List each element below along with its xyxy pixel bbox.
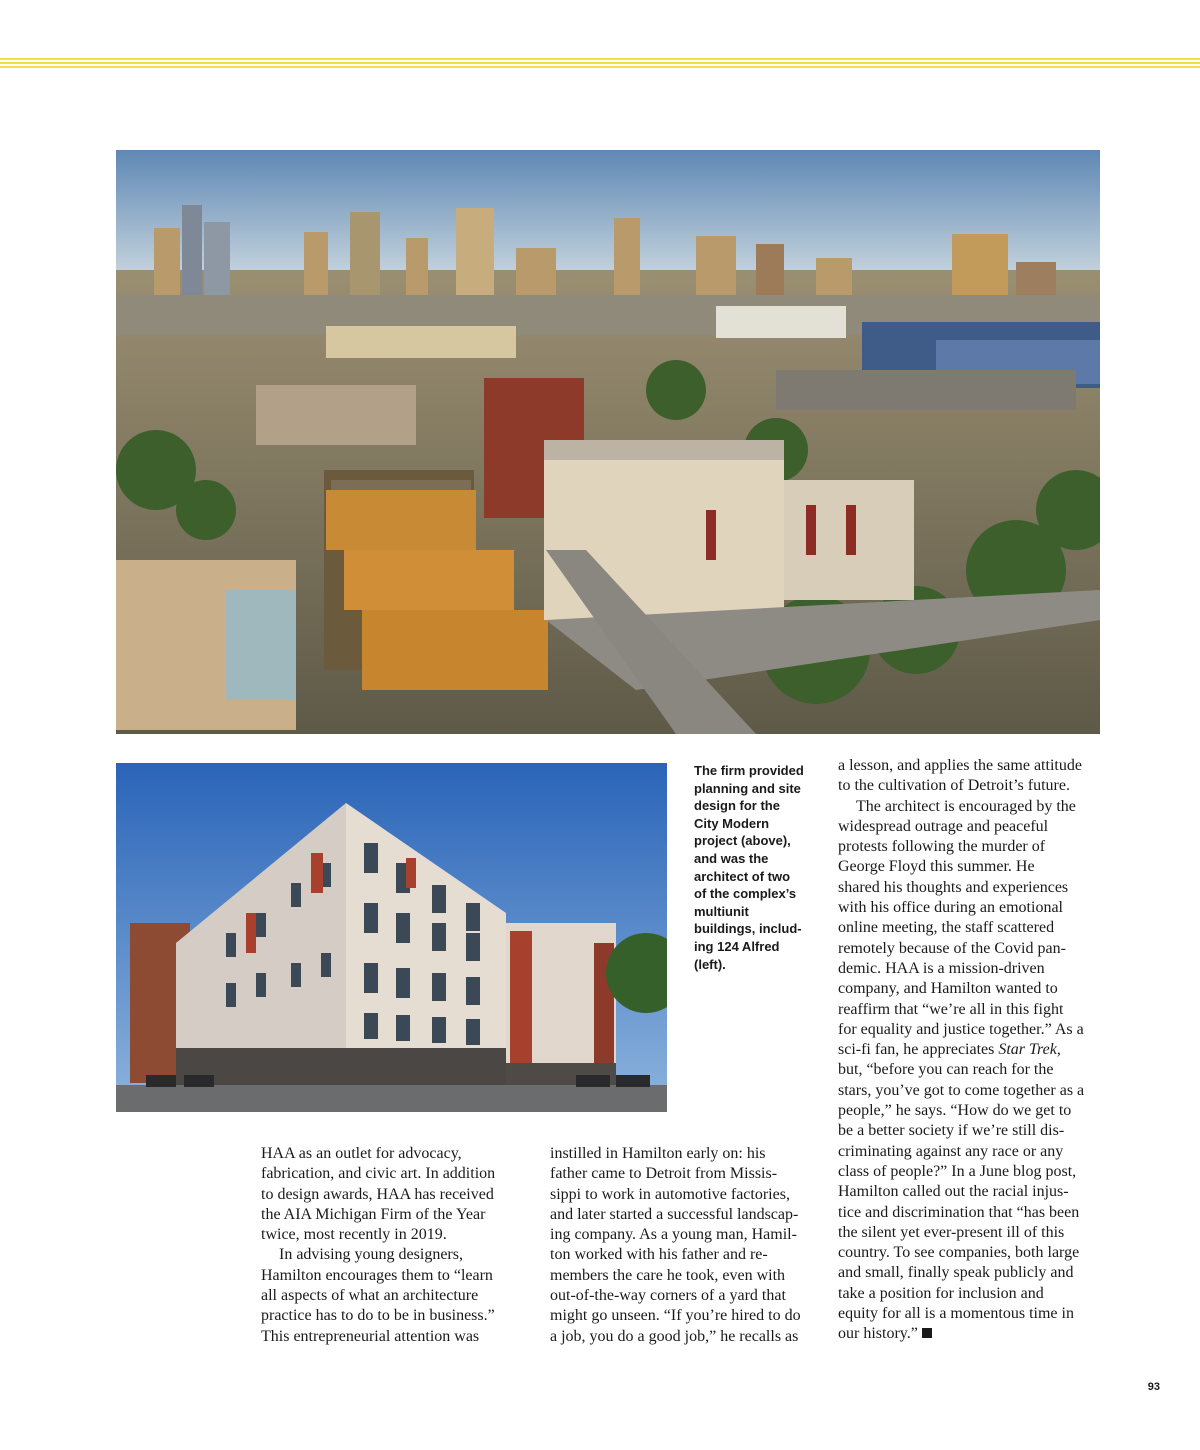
body-line: the silent yet ever-present ill of this bbox=[838, 1223, 1065, 1241]
body-line: Hamilton encourages them to “learn bbox=[261, 1266, 493, 1284]
body-line: practice has to do to be in business.” bbox=[261, 1307, 495, 1325]
body-line bbox=[838, 1324, 1102, 1344]
body-line: members the care he took, even with bbox=[550, 1266, 786, 1284]
body-line: tice and discrimination that “has been bbox=[838, 1203, 1080, 1221]
body-line: remotely because of the Covid pan- bbox=[838, 939, 1066, 957]
body-line: ton worked with his father and re- bbox=[550, 1246, 768, 1264]
caption-line: planning and site bbox=[694, 780, 801, 796]
body-line: stars, you’ve got to come together as a bbox=[838, 1081, 1085, 1099]
body-line: the AIA Michigan Firm of the Year bbox=[261, 1205, 486, 1223]
alfred-building-photo bbox=[116, 763, 667, 1112]
body-line: twice, most recently in 2019. bbox=[261, 1226, 447, 1244]
body-line: criminating against any race or any bbox=[838, 1142, 1064, 1160]
body-line: equity for all is a momentous time in bbox=[838, 1305, 1074, 1323]
body-line: George Floyd this summer. He bbox=[838, 858, 1035, 876]
body-line: with his office during an emotional bbox=[838, 899, 1063, 917]
body-column-2 bbox=[550, 1144, 812, 1347]
body-line: demic. HAA is a mission-driven bbox=[838, 959, 1045, 977]
body-line: and small, finally speak publicly and bbox=[838, 1264, 1074, 1282]
caption-line: architect of two bbox=[694, 868, 791, 884]
body-text: sci-fi fan, he appreciates bbox=[838, 1041, 999, 1059]
body-line: a job, you do a good job,” he recalls as bbox=[550, 1327, 799, 1345]
caption-line: buildings, includ- bbox=[694, 921, 802, 937]
body-line: to design awards, HAA has received bbox=[261, 1185, 494, 1203]
body-line: instilled in Hamilton early on: his bbox=[550, 1145, 766, 1162]
body-line: all aspects of what an architecture bbox=[261, 1287, 479, 1305]
caption-line: The firm provided bbox=[694, 763, 804, 778]
body-line: ing company. As a young man, Hamil- bbox=[550, 1226, 797, 1244]
body-line: out-of-the-way corners of a yard that bbox=[550, 1287, 786, 1305]
body-line: for equality and justice together.” As a bbox=[838, 1020, 1084, 1038]
body-line: protests following the murder of bbox=[838, 838, 1046, 856]
header-rules bbox=[0, 58, 1200, 70]
body-line: This entrepreneurial attention was bbox=[261, 1327, 480, 1345]
body-line: but, “before you can reach for the bbox=[838, 1061, 1054, 1079]
body-line bbox=[838, 1040, 1102, 1060]
body-line: father came to Detroit from Missis- bbox=[550, 1165, 778, 1183]
body-line: widespread outrage and peaceful bbox=[838, 817, 1049, 835]
body-line: company, and Hamilton wanted to bbox=[838, 980, 1058, 998]
body-line: a lesson, and applies the same attitude bbox=[838, 757, 1082, 774]
body-line: take a position for inclusion and bbox=[838, 1284, 1044, 1302]
end-mark-icon bbox=[922, 1328, 932, 1338]
body-line: class of people?” In a June blog post, bbox=[838, 1162, 1077, 1180]
body-line: Hamilton called out the racial injus- bbox=[838, 1183, 1069, 1201]
body-line: people,” he says. “How do we get to bbox=[838, 1102, 1072, 1120]
photo-caption bbox=[694, 762, 824, 973]
body-line: HAA as an outlet for advocacy, bbox=[261, 1145, 462, 1162]
body-line: fabrication, and civic art. In addition bbox=[261, 1165, 496, 1183]
caption-line: (left). bbox=[694, 956, 726, 972]
page-number: 93 bbox=[1147, 1381, 1160, 1393]
caption-line: multiunit bbox=[694, 903, 749, 919]
body-line: to the cultivation of Detroit’s future. bbox=[838, 777, 1070, 795]
body-column-1 bbox=[261, 1144, 523, 1347]
caption-line: City Modern bbox=[694, 815, 770, 831]
body-line: and later started a successful landscap- bbox=[550, 1205, 799, 1223]
title-italic: Star Trek bbox=[998, 1041, 1057, 1059]
body-line: country. To see companies, both large bbox=[838, 1244, 1080, 1262]
caption-line: of the complex’s bbox=[694, 886, 797, 902]
body-text: , bbox=[1056, 1041, 1061, 1059]
body-line: might go unseen. “If you’re hired to do bbox=[550, 1307, 801, 1325]
body-line: online meeting, the staff scattered bbox=[838, 919, 1055, 937]
body-line: In advising young designers, bbox=[279, 1246, 463, 1264]
body-line: be a better society if we’re still dis- bbox=[838, 1122, 1065, 1140]
body-line: shared his thoughts and experiences bbox=[838, 878, 1069, 896]
body-line: sippi to work in automotive factories, bbox=[550, 1185, 790, 1203]
caption-line: ing 124 Alfred bbox=[694, 938, 780, 954]
aerial-city-photo bbox=[116, 150, 1100, 734]
body-line: reaffirm that “we’re all in this fight bbox=[838, 1000, 1064, 1018]
body-column-3 bbox=[838, 756, 1102, 1345]
body-text: our history.” bbox=[838, 1325, 918, 1343]
caption-line: design for the bbox=[694, 798, 780, 814]
caption-line: and was the bbox=[694, 850, 769, 866]
body-line: The architect is encouraged by the bbox=[856, 797, 1076, 815]
caption-line: project (above), bbox=[694, 833, 791, 849]
